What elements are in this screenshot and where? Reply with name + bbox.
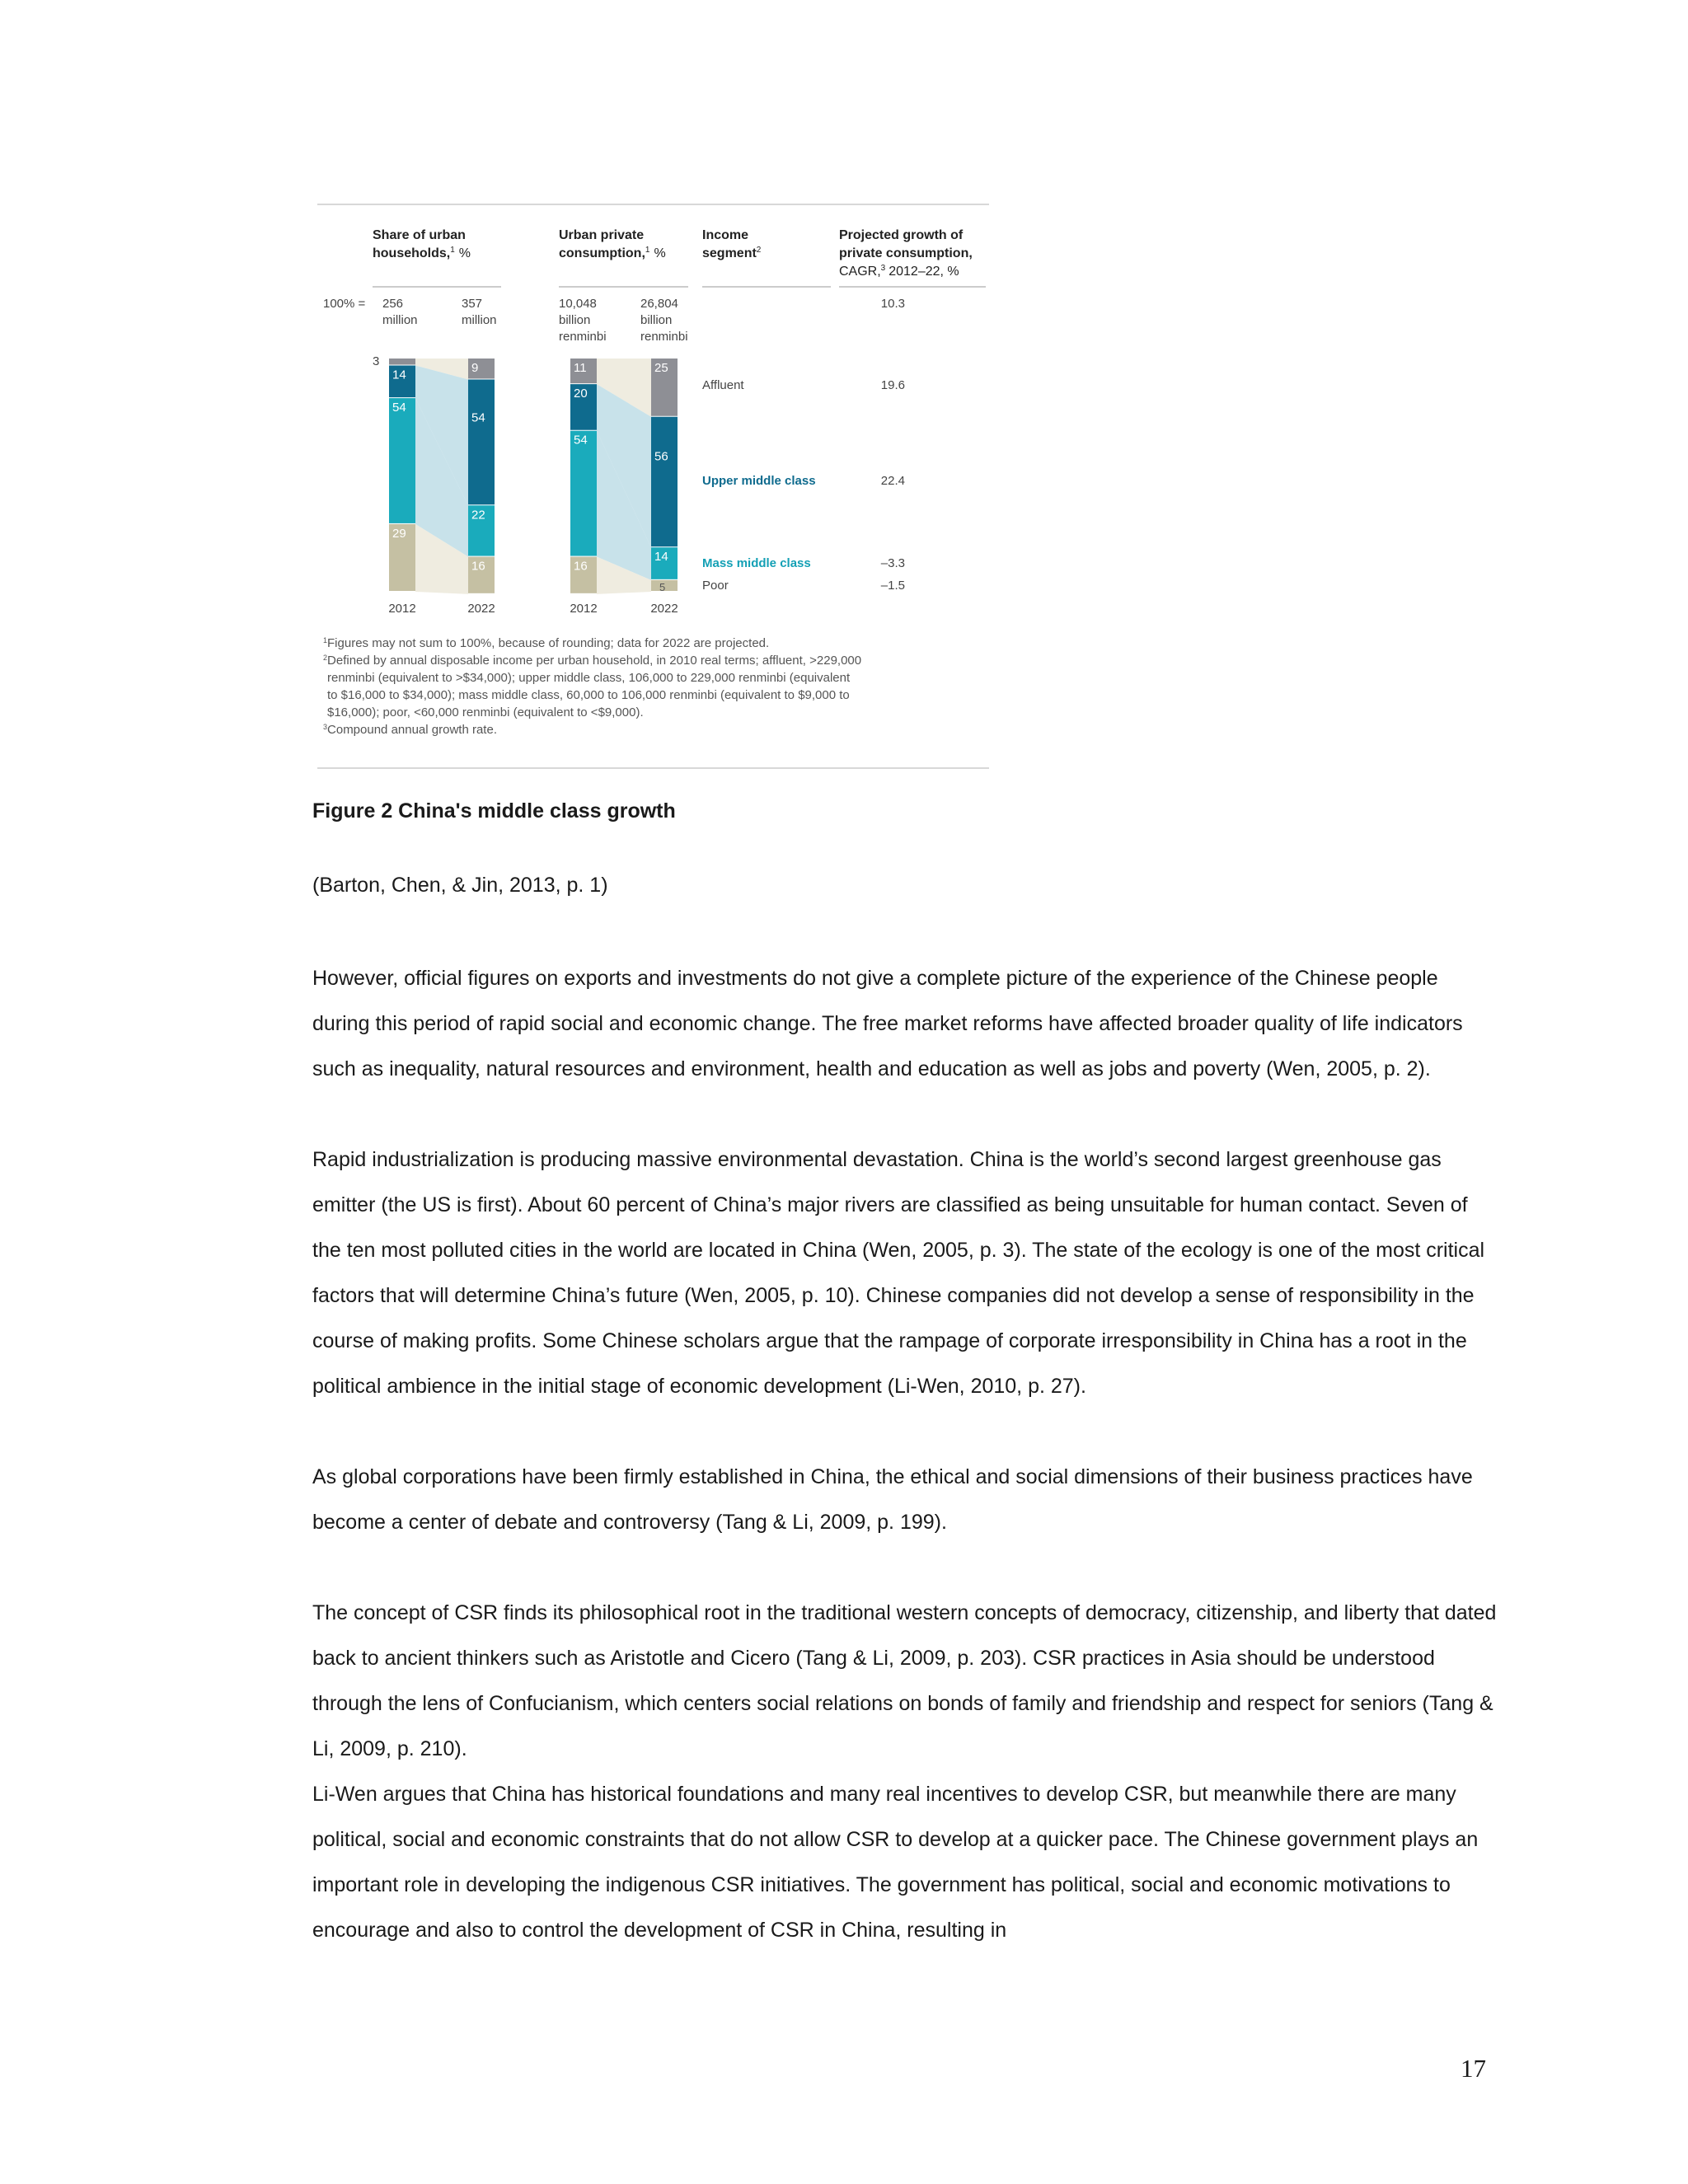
figure-caption: Figure 2 China's middle class growth [312,799,676,823]
legend-upper-middle-class: Upper middle class [702,474,816,488]
footnote-3: renminbi (equivalent to >$34,000); upper middle class, 106,000 to 229,000 renminbi (equivalent [327,671,851,685]
paragraph-4: The concept of CSR finds its philosophical root in the traditional western concepts of democracy, citizenship, and liberty that dated back to ancient thinkers such as Aristotle and Cicero (Tang & Li, 2009, p. 203). CSR practices in Asia should be understood through the lens of Confucianism, which centers social relations on bonds of family and friendship and respect for seniors (Tang & Li, 2009, p. 210). [312,1601,1497,1760]
footnote-mark-1: 1 [323,636,328,644]
header-growth-line3-post: 2012–22, % [889,265,959,279]
x-label-3: 2022 [650,602,678,616]
header-share-line2: households, [373,246,451,260]
figure-footnotes [323,636,861,737]
bar-label-1-1: 54 [471,410,485,425]
header-cons-suffix: % [654,246,666,260]
header-share-suffix: % [458,246,471,260]
header-income-sup: 2 [756,246,762,255]
page-number: 17 [1461,2054,1486,2083]
bar-label-3-2: 14 [654,550,668,565]
bar-label-1-3: 16 [471,559,485,574]
header-growth [839,228,973,279]
bar-label-0-3: 29 [392,526,406,541]
footnote-4: to $16,000 to $34,000); mass middle class, 60,000 to 106,000 renminbi (equivalent to $9,000 to [327,688,850,702]
footnote-mark-2: 2 [323,654,328,662]
footnote-6: Compound annual growth rate. [327,723,497,737]
hh-2012-total: 256 [382,297,404,311]
bar-2-mass-middle-class [570,431,597,556]
footnote-mark-6: 3 [323,723,328,731]
bar-label-2-0: 11 [574,361,587,375]
bar-label-1-0: 9 [471,361,479,375]
legend-poor: Poor [702,579,729,593]
footnote-2: Defined by annual disposable income per urban household, in 2010 real terms; affluent, >229,000 [327,654,862,668]
header-consumption [559,228,666,260]
svg-text:segment2 [702,246,762,260]
header-income-line1: Income [702,228,749,242]
paragraph-5: Li-Wen argues that China has historical foundations and many real incentives to develop CSR, but meanwhile there are many political, social and economic constraints that do not allow CSR to develop at a quicker pace. The Chinese government plays an important role in developing the indigenous CSR initiatives. The government has political, social and economic motivations to encourage and also to control the development of CSR in China, resulting in [312,1783,1479,1942]
bar-label-1-2: 22 [471,508,485,523]
header-growth-line1: Projected growth of [839,228,964,242]
header-income [702,228,762,260]
paragraph-3: As global corporations have been firmly established in China, the ethical and social dimensions of their business practices have become a center of debate and controversy (Tang & Li, 2009, p. 199). [312,1465,1473,1534]
x-label-1: 2022 [467,602,495,616]
bar-1-upper-middle-class [468,379,495,504]
x-axis-labels [388,602,678,616]
bar-label-3-3: 5 [659,581,666,593]
header-cons-sup: 1 [645,246,650,255]
footnote-5: $16,000); poor, <60,000 renminbi (equivalent to <$9,000). [327,705,644,719]
header-share-sup: 1 [450,246,455,255]
bar-label-2-2: 54 [574,433,588,448]
flow-bands [415,359,651,594]
cons-2012-total: 10,048 [559,297,597,311]
paragraph-2: Rapid industrialization is producing massive environmental devastation. China is the world’s second largest greenhouse gas emitter (the US is first). About 60 percent of China’s major rivers are classified as being unsuitable for human contact. Seven of the ten most polluted cities in the world are located in China (Wen, 2005, p. 3). The state of the ecology is one of the most critical factors that will determine China’s future (Wen, 2005, p. 10). Chinese companies did not develop a sense of responsibility in the course of making profits. Some Chinese scholars argue that the rampage of corporate irresponsibility in China has a root in the political ambience in the initial stage of economic development (Li-Wen, 2010, p. 27). [312,1148,1485,1398]
bar-label-0-2: 54 [392,401,406,415]
hh-2022-total: 357 [462,297,483,311]
cons-2022-total: 26,804 [640,297,678,311]
segment-legend [702,378,905,593]
header-share-line1: Share of urban [373,228,466,242]
svg-text:households,1% [373,246,471,260]
growth-0: 19.6 [880,378,905,392]
legend-affluent: Affluent [702,378,744,392]
cons-2022-unit1: billion [640,313,673,327]
bar-label-0-1: 14 [392,368,406,382]
header-cons-line1: Urban private [559,228,645,242]
bar-label-0-0: 3 [373,354,380,368]
header-share [373,228,471,260]
cons-2012-unit1: billion [559,313,591,327]
svg-text:1Figures may not sum to 100%, [323,636,769,650]
bar-label-2-1: 20 [574,387,588,401]
base-label: 100% = [323,297,366,311]
bar-label-3-1: 56 [654,449,668,464]
x-label-2: 2012 [570,602,598,616]
total-growth: 10.3 [880,297,905,311]
bar-label-2-3: 16 [574,559,588,574]
header-income-line2: segment [702,246,757,260]
hh-2022-unit: million [462,313,497,327]
growth-2: –3.3 [880,556,905,570]
x-label-0: 2012 [388,602,416,616]
bar-0-mass-middle-class [389,398,415,523]
header-growth-sup: 3 [880,264,886,273]
svg-text:2Defined by annual disposable [323,654,861,668]
header-cons-line2: consumption, [559,246,645,260]
svg-text:CAGR,32012–22, % [839,264,959,279]
cons-2012-unit2: renminbi [559,330,607,344]
middle-class-figure [313,198,989,775]
cons-2022-unit2: renminbi [640,330,688,344]
bar-3-upper-middle-class [651,417,678,546]
figure-citation: (Barton, Chen, & Jin, 2013, p. 1) [312,874,608,897]
growth-3: –1.5 [880,579,905,593]
header-growth-line2: private consumption, [839,246,973,260]
paragraph-1: However, official figures on exports and investments do not give a complete picture of the experience of the Chinese people during this period of rapid social and economic change. The free market reforms have affected broader quality of life indicators such as inequality, natural resources and environment, health and education as well as jobs and poverty (Wen, 2005, p. 2). [312,967,1463,1080]
bar-0-affluent [389,359,415,364]
svg-text:3Compound annual growth rate. [323,723,497,737]
growth-1: 22.4 [880,474,905,488]
hh-2012-unit: million [382,313,418,327]
header-growth-line3-pre: CAGR, [839,265,881,279]
legend-mass-middle-class: Mass middle class [702,556,811,570]
svg-text:consumption,1% [559,246,666,260]
bar-label-3-0: 25 [654,361,668,375]
footnote-1: Figures may not sum to 100%, because of rounding; data for 2022 are projected. [327,636,770,650]
